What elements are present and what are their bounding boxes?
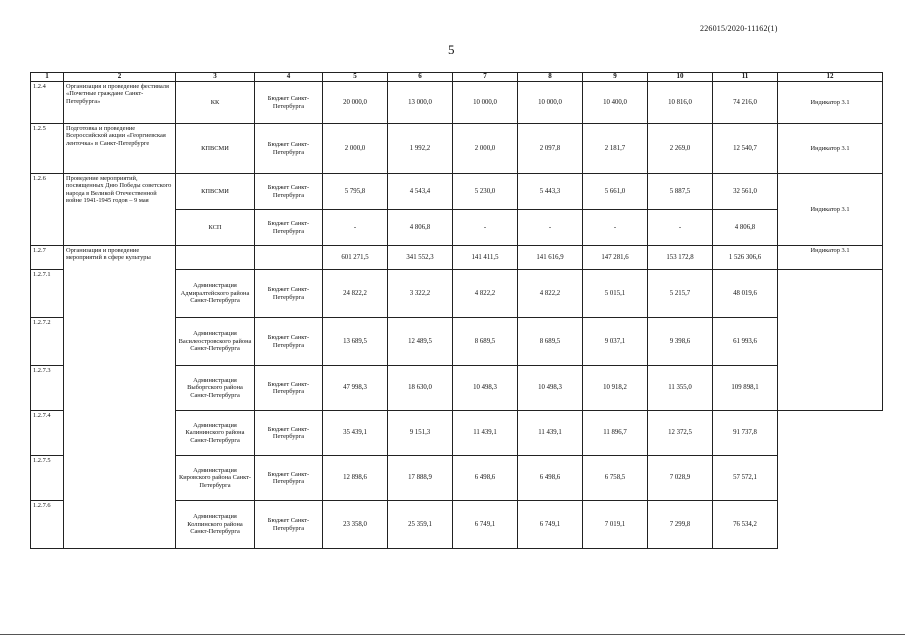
value-cell: 17 888,9 bbox=[388, 456, 453, 501]
header-cell: 8 bbox=[518, 73, 583, 82]
value-cell: 35 439,1 bbox=[323, 411, 388, 456]
value-cell: 1 992,2 bbox=[388, 124, 453, 174]
value-cell: 147 281,6 bbox=[583, 246, 648, 270]
funding-source: Бюджет Санкт-Петербурга bbox=[255, 501, 323, 549]
row-code: 1.2.7.5 bbox=[31, 456, 64, 501]
table-row bbox=[31, 82, 883, 124]
row-code: 1.2.7.2 bbox=[31, 318, 64, 366]
row-name: Организация и проведение фестиваля «Почетные граждане Санкт-Петербурга» bbox=[64, 82, 176, 124]
value-cell: 141 411,5 bbox=[453, 246, 518, 270]
header-cell: 6 bbox=[388, 73, 453, 82]
value-cell: 7 019,1 bbox=[583, 501, 648, 549]
executor: КСП bbox=[176, 210, 255, 246]
row-name: Организация и проведение мероприятий в сфере культуры bbox=[64, 246, 176, 549]
value-cell: 5 215,7 bbox=[648, 270, 713, 318]
value-cell: 20 000,0 bbox=[323, 82, 388, 124]
funding-source: Бюджет Санкт-Петербурга bbox=[255, 318, 323, 366]
value-cell: 1 526 306,6 bbox=[713, 246, 778, 270]
value-cell: 32 561,0 bbox=[713, 174, 778, 210]
value-cell: 10 498,3 bbox=[518, 366, 583, 411]
funding-source: Бюджет Санкт-Петербурга bbox=[255, 210, 323, 246]
row-code: 1.2.7.1 bbox=[31, 270, 64, 318]
page-edge-line bbox=[0, 634, 905, 635]
value-cell: 10 000,0 bbox=[453, 82, 518, 124]
funding-source: Бюджет Санкт-Петербурга bbox=[255, 82, 323, 124]
row-code: 1.2.7.6 bbox=[31, 501, 64, 549]
executor: Администрация Василеостровского района Санкт-Петербурга bbox=[176, 318, 255, 366]
funding-source: Бюджет Санкт-Петербурга bbox=[255, 174, 323, 210]
row-code: 1.2.7.3 bbox=[31, 366, 64, 411]
value-cell: - bbox=[583, 210, 648, 246]
value-cell: 5 887,5 bbox=[648, 174, 713, 210]
value-cell: 2 097,8 bbox=[518, 124, 583, 174]
value-cell: 5 015,1 bbox=[583, 270, 648, 318]
value-cell: 2 000,0 bbox=[323, 124, 388, 174]
value-cell: 18 630,0 bbox=[388, 366, 453, 411]
value-cell: 341 552,3 bbox=[388, 246, 453, 270]
value-cell: 4 543,4 bbox=[388, 174, 453, 210]
value-cell: 10 918,2 bbox=[583, 366, 648, 411]
indicator-empty bbox=[778, 411, 883, 549]
header-cell: 10 bbox=[648, 73, 713, 82]
funding-source bbox=[255, 246, 323, 270]
value-cell: - bbox=[453, 210, 518, 246]
header-cell: 11 bbox=[713, 73, 778, 82]
funding-source: Бюджет Санкт-Петербурга bbox=[255, 456, 323, 501]
value-cell: 9 151,3 bbox=[388, 411, 453, 456]
value-cell: - bbox=[323, 210, 388, 246]
value-cell: 4 822,2 bbox=[453, 270, 518, 318]
value-cell: 141 616,9 bbox=[518, 246, 583, 270]
value-cell: 11 439,1 bbox=[453, 411, 518, 456]
value-cell: 48 019,6 bbox=[713, 270, 778, 318]
header-cell: 1 bbox=[31, 73, 64, 82]
header-cell: 9 bbox=[583, 73, 648, 82]
value-cell: 6 749,1 bbox=[518, 501, 583, 549]
value-cell: 2 269,0 bbox=[648, 124, 713, 174]
indicator: Индикатор 3.1 bbox=[778, 246, 883, 270]
funding-source: Бюджет Санкт-Петербурга bbox=[255, 411, 323, 456]
indicator: Индикатор 3.1 bbox=[778, 174, 883, 246]
program-table bbox=[30, 72, 883, 549]
executor: Администрация Колпинского района Санкт-Петербурга bbox=[176, 501, 255, 549]
value-cell: 5 661,0 bbox=[583, 174, 648, 210]
page-number: 5 bbox=[448, 42, 455, 57]
value-cell: 10 498,3 bbox=[453, 366, 518, 411]
value-cell: 7 028,9 bbox=[648, 456, 713, 501]
header-cell: 3 bbox=[176, 73, 255, 82]
table-row bbox=[31, 246, 883, 270]
value-cell: 76 534,2 bbox=[713, 501, 778, 549]
row-name: Подготовка и проведение Всероссийской акции «Георгиевская ленточка» в Санкт-Петербурге bbox=[64, 124, 176, 174]
value-cell: 24 822,2 bbox=[323, 270, 388, 318]
executor: Администрация Кировского района Санкт-Петербурга bbox=[176, 456, 255, 501]
header-cell: 5 bbox=[323, 73, 388, 82]
value-cell: 7 299,8 bbox=[648, 501, 713, 549]
value-cell: 13 689,5 bbox=[323, 318, 388, 366]
value-cell: 5 443,3 bbox=[518, 174, 583, 210]
value-cell: 11 896,7 bbox=[583, 411, 648, 456]
table-row bbox=[31, 174, 883, 210]
executor: КПВСМИ bbox=[176, 174, 255, 210]
indicator: Индикатор 3.1 bbox=[778, 124, 883, 174]
executor: Администрация Адмиралтейского района Санкт-Петербурга bbox=[176, 270, 255, 318]
funding-source: Бюджет Санкт-Петербурга bbox=[255, 124, 323, 174]
value-cell: 12 540,7 bbox=[713, 124, 778, 174]
value-cell: 10 816,0 bbox=[648, 82, 713, 124]
value-cell: 12 372,5 bbox=[648, 411, 713, 456]
value-cell: 601 271,5 bbox=[323, 246, 388, 270]
value-cell: 91 737,8 bbox=[713, 411, 778, 456]
value-cell: 2 000,0 bbox=[453, 124, 518, 174]
value-cell: 57 572,1 bbox=[713, 456, 778, 501]
table-row bbox=[31, 124, 883, 174]
value-cell: 23 358,0 bbox=[323, 501, 388, 549]
header-cell: 4 bbox=[255, 73, 323, 82]
row-code: 1.2.7.4 bbox=[31, 411, 64, 456]
value-cell: 5 230,0 bbox=[453, 174, 518, 210]
row-code: 1.2.4 bbox=[31, 82, 64, 124]
value-cell: 3 322,2 bbox=[388, 270, 453, 318]
row-code: 1.2.7 bbox=[31, 246, 64, 270]
value-cell: 74 216,0 bbox=[713, 82, 778, 124]
header-cell: 12 bbox=[778, 73, 883, 82]
value-cell: 4 806,8 bbox=[388, 210, 453, 246]
value-cell: 47 998,3 bbox=[323, 366, 388, 411]
value-cell: 8 689,5 bbox=[453, 318, 518, 366]
value-cell: 10 400,0 bbox=[583, 82, 648, 124]
indicator-empty bbox=[778, 270, 883, 411]
value-cell: 6 498,6 bbox=[453, 456, 518, 501]
value-cell: - bbox=[518, 210, 583, 246]
executor: КК bbox=[176, 82, 255, 124]
indicator: Индикатор 3.1 bbox=[778, 82, 883, 124]
value-cell: 13 000,0 bbox=[388, 82, 453, 124]
row-code: 1.2.5 bbox=[31, 124, 64, 174]
value-cell: - bbox=[648, 210, 713, 246]
document-number: 226015/2020-11162(1) bbox=[700, 24, 778, 33]
value-cell: 12 489,5 bbox=[388, 318, 453, 366]
row-code: 1.2.6 bbox=[31, 174, 64, 246]
funding-source: Бюджет Санкт-Петербурга bbox=[255, 270, 323, 318]
value-cell: 9 037,1 bbox=[583, 318, 648, 366]
value-cell: 9 398,6 bbox=[648, 318, 713, 366]
value-cell: 153 172,8 bbox=[648, 246, 713, 270]
value-cell: 11 355,0 bbox=[648, 366, 713, 411]
value-cell: 2 181,7 bbox=[583, 124, 648, 174]
value-cell: 4 806,8 bbox=[713, 210, 778, 246]
value-cell: 25 359,1 bbox=[388, 501, 453, 549]
value-cell: 5 795,8 bbox=[323, 174, 388, 210]
value-cell: 61 993,6 bbox=[713, 318, 778, 366]
executor: Администрация Калининского района Санкт-Петербурга bbox=[176, 411, 255, 456]
value-cell: 6 758,5 bbox=[583, 456, 648, 501]
funding-source: Бюджет Санкт-Петербурга bbox=[255, 366, 323, 411]
value-cell: 6 749,1 bbox=[453, 501, 518, 549]
value-cell: 4 822,2 bbox=[518, 270, 583, 318]
executor: КПВСМИ bbox=[176, 124, 255, 174]
value-cell: 11 439,1 bbox=[518, 411, 583, 456]
header-cell: 2 bbox=[64, 73, 176, 82]
executor bbox=[176, 246, 255, 270]
row-name: Проведение мероприятий, посвященных Дню Победы советского народа в Великой Отечественной войне 1941-1945 годов – 9 мая bbox=[64, 174, 176, 246]
header-row bbox=[31, 73, 883, 82]
value-cell: 12 898,6 bbox=[323, 456, 388, 501]
executor: Администрация Выборгского района Санкт-Петербурга bbox=[176, 366, 255, 411]
header-cell: 7 bbox=[453, 73, 518, 82]
value-cell: 109 898,1 bbox=[713, 366, 778, 411]
value-cell: 8 689,5 bbox=[518, 318, 583, 366]
value-cell: 6 498,6 bbox=[518, 456, 583, 501]
value-cell: 10 000,0 bbox=[518, 82, 583, 124]
